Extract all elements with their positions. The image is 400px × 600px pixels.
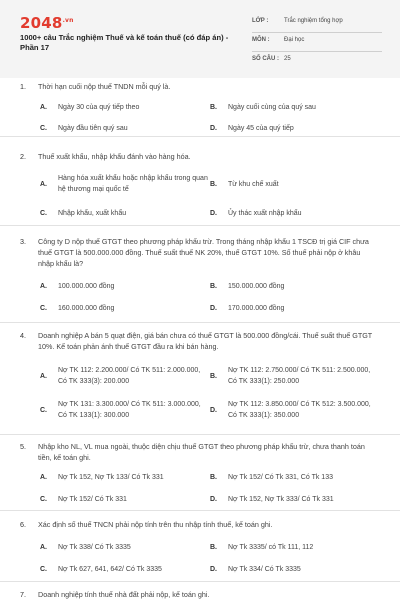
option-text: Nợ Tk 3335/ có Tk 111, 112	[228, 544, 314, 551]
option-text: 100.000.000 đồng	[58, 283, 115, 290]
question-5	[0, 443, 400, 511]
option-text: Hàng hóa xuất khẩu hoặc nhập khẩu trong quan hệ thương mại quốc tế	[58, 175, 208, 193]
option-text: Nợ TK 112: 2.200.000/ Có TK 511: 2.000.000, Có TK 333(3): 200.000	[58, 367, 201, 385]
meta-label: LỚP :	[252, 18, 269, 24]
logo-suffix: .vn	[62, 17, 74, 24]
question-4	[0, 330, 400, 435]
page-header	[0, 0, 400, 78]
question-6	[0, 520, 400, 582]
question-number: 1.	[20, 82, 26, 91]
option-letter: C.	[40, 125, 47, 132]
question-stem: Thuế xuất khẩu, nhập khẩu đánh vào hàng hóa.	[38, 152, 191, 161]
question-number: 3.	[20, 237, 26, 246]
option-letter: A.	[40, 283, 47, 290]
option-text: Nợ Tk 152, Nợ Tk 133/ Có Tk 331	[58, 474, 164, 481]
option-letter: D.	[210, 305, 217, 312]
option-text: Nợ Tk 152, Nợ Tk 333/ Có Tk 331	[228, 496, 334, 503]
option-letter: B.	[210, 474, 217, 481]
question-2	[0, 150, 400, 226]
question-1	[0, 80, 400, 137]
option-letter: C.	[40, 496, 47, 503]
option-text: Ngày 30 của quý tiếp theo	[58, 104, 140, 111]
option-text: 160.000.000 đồng	[58, 305, 115, 312]
logo-text: 2048	[20, 14, 63, 32]
option-letter: A.	[40, 104, 47, 111]
question-number: 7.	[20, 590, 26, 599]
option-text: Ngày đầu tiên quý sau	[58, 125, 128, 132]
option-letter: A.	[40, 372, 47, 380]
question-stem: Doanh nghiệp A bán 5 quạt điện, giá bán chưa có thuế GTGT là 500.000 đồng/cái. Thuế suất thuế GTGT 10%. Kế toán phản ánh thuế GTGT đầu ra khi bán hàng.	[38, 331, 373, 351]
option-letter: A.	[40, 180, 47, 188]
option-text: Nợ Tk 152/ Có Tk 331, Có Tk 133	[228, 474, 333, 481]
option-text: Từ khu chế xuất	[228, 181, 279, 188]
option-text: Nợ TK 112: 3.850.000/ Có TK 512: 3.500.000, Có TK 333(1): 350.000	[228, 401, 371, 419]
meta-row-count	[252, 52, 382, 71]
option-text: Nhập khẩu, xuất khẩu	[58, 210, 127, 217]
option-text: Nợ Tk 627, 641, 642/ Có Tk 3335	[58, 566, 162, 573]
option-letter: D.	[210, 125, 217, 132]
option-text: 150.000.000 đồng	[228, 283, 285, 290]
question-number: 4.	[20, 331, 26, 340]
question-number: 5.	[20, 442, 26, 451]
question-3	[0, 236, 400, 323]
option-text: Nợ Tk 152/ Có Tk 331	[58, 496, 127, 503]
option-letter: C.	[40, 210, 47, 217]
meta-value: Trắc nghiệm tổng hợp	[284, 18, 343, 24]
site-logo[interactable]	[20, 14, 74, 32]
option-letter: B.	[210, 181, 217, 188]
meta-label: MÔN :	[252, 37, 270, 43]
option-text: Ngày cuối cùng của quý sau	[228, 104, 316, 111]
meta-label: SỐ CÂU :	[252, 56, 279, 62]
page-title: 1000+ câu Trắc nghiệm Thuế và kế toán thuế (có đáp án) - Phần 17	[20, 33, 229, 53]
question-number: 6.	[20, 520, 26, 529]
option-letter: B.	[210, 104, 217, 111]
meta-row-class	[252, 14, 382, 33]
option-letter: D.	[210, 210, 217, 217]
option-letter: A.	[40, 474, 47, 481]
question-stem: Doanh nghiệp tính thuế nhà đất phải nộp, kế toán ghi.	[38, 590, 210, 599]
option-letter: A.	[40, 544, 47, 551]
option-text: Ngày 45 của quý tiếp	[228, 125, 294, 132]
question-number: 2.	[20, 152, 26, 161]
meta-value: Đại học	[284, 37, 305, 43]
option-letter: C.	[40, 566, 47, 573]
question-stem: Xác định số thuế TNCN phải nộp tính trên thu nhập tính thuế, kế toán ghi.	[38, 520, 273, 529]
option-letter: C.	[40, 305, 47, 312]
option-letter: D.	[210, 496, 217, 503]
question-stem: Nhập kho NL, VL mua ngoài, thuộc diện chịu thuế GTGT theo phương pháp khấu trừ, chưa thanh toán tiền, kế toán ghi.	[38, 442, 365, 462]
option-text: Nợ Tk 334/ Có Tk 3335	[228, 566, 301, 573]
meta-value: 25	[284, 56, 291, 62]
option-letter: D.	[210, 406, 217, 414]
option-letter: B.	[210, 283, 217, 290]
exam-meta	[252, 14, 382, 71]
question-stem: Công ty D nộp thuế GTGT theo phương pháp khấu trừ. Trong tháng nhập khẩu 1 TSCĐ trị giá CIF chưa thuế GTGT là 500.000.000 đồng. Thuế suất thuế NK 20%, thuế GTGT 10%. Số thuế phải nộp ở khâu nhập khẩu là?	[38, 237, 369, 268]
option-letter: B.	[210, 544, 217, 551]
option-text: Nợ TK 131: 3.300.000/ Có TK 511: 3.000.000, Có TK 133(1): 300.000	[58, 401, 201, 419]
meta-row-subject	[252, 33, 382, 52]
option-letter: C.	[40, 406, 47, 414]
option-text: 170.000.000 đồng	[228, 305, 285, 312]
question-7	[0, 590, 400, 600]
option-text: Nợ Tk 338/ Có Tk 3335	[58, 544, 131, 551]
option-letter: D.	[210, 566, 217, 573]
option-text: Nợ TK 112: 2.750.000/ Có TK 511: 2.500.000, Có TK 333(1): 250.000	[228, 367, 371, 385]
question-stem: Thời hạn cuối nộp thuế TNDN mỗi quý là.	[38, 82, 171, 91]
option-letter: B.	[210, 372, 217, 380]
option-text: Ủy thác xuất nhập khẩu	[228, 210, 302, 217]
